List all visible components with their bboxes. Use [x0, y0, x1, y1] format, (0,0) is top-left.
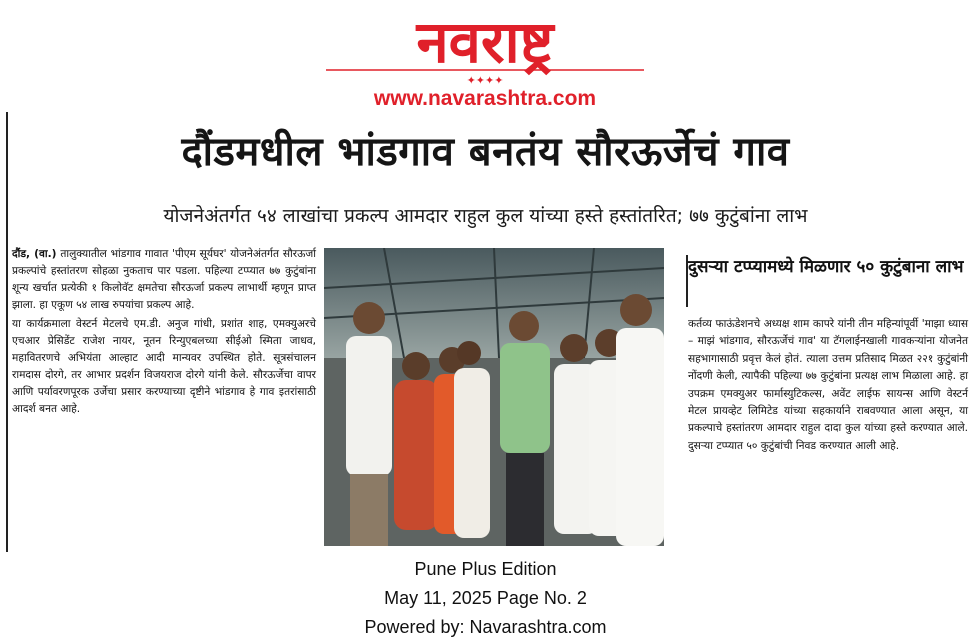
- paragraph-2: या कार्यक्रमाला वेस्टर्न मेटलचे एम.डी. अनुज गांधी, प्रशांत शाह, एमक्युअरचे एचआर प्रेसिडेंट राजेश नायर, नूतन रिन्युएबलच्या सीईओ स्मिता जाधव, महावितरणचे अभियंता आल्हाट आदी मान्यवर उपस्थित होते. सूत्रसंचालन रामदास दोरगे, तर आभार प्रदर्शन विजयराज दोरगे यांनी केले. सौरऊर्जेचा वापर आणि पर्यावरणपूरक उर्जेचा प्रसार करण्याच्या दृष्टीने भांडगाव हे गाव इतरांसाठी आदर्श बनत आहे.: [12, 318, 316, 415]
- svg-text:✦✦✦✦: ✦✦✦✦: [466, 74, 504, 87]
- footer: [0, 555, 971, 640]
- masthead: [0, 0, 971, 112]
- event-photo: [324, 248, 664, 546]
- date-page-label: May 11, 2025 Page No. 2: [384, 588, 587, 608]
- subsection-title: दुसऱ्या टप्प्यामध्ये मिळणार ५० कुटुंबाना लाभ: [688, 257, 964, 277]
- dateline: दौंड, (वा.): [12, 248, 57, 260]
- subheadline: योजनेअंतर्गत ५४ लाखांचा प्रकल्प आमदार राहुल कुल यांच्या हस्ते हस्तांतरित; ७७ कुटुंबांना लाभ: [163, 205, 808, 227]
- logo-wordmark: नवराष्ट्र: [416, 8, 554, 76]
- edition-label: Pune Plus Edition: [414, 559, 557, 579]
- headline: दौंडमधील भांडगाव बनतंय सौरऊर्जेचं गाव: [181, 128, 790, 175]
- subsection-body: [688, 316, 968, 548]
- masthead-website: www.navarashtra.com: [373, 87, 597, 108]
- subsection-paragraph: कर्तव्य फाऊंडेशनचे अध्यक्ष शाम कापरे यांनी तीन महिन्यांपूर्वी 'माझा ध्यास – माझं भांडगाव, सौरऊर्जेचं गाव' या टॅगलाईनखाली गावकऱ्यांना योजनेत सहभागासाठी प्रवृत्त केलं होतं. त्याला उत्तम प्रतिसाद मिळत २२१ कुटुंबांनी नोंदणी केली, त्यापैकी पहिल्या ७७ कुटुंबांना प्रत्यक्ष लाभ मिळाला आहे. हा उपक्रम एमक्युअर फार्मास्युटिकल्स, अवेंट लाईफ सायन्स आणि वेस्टर्न मेटल प्रायव्हेट लिमिटेड यांच्या सहकार्याने राबवण्यात आला असून, या प्रकल्पाचे हस्तांतरण आमदार राहुल दादा कुल यांच्या हस्ते करण्यात आले. दुसऱ्या टप्प्यात ५० कुटुंबांची निवड करण्यात आली आहे.: [688, 318, 968, 452]
- paragraph-1: [12, 246, 316, 314]
- navarashtra-logo: [320, 4, 650, 108]
- powered-by-link[interactable]: Powered by: Navarashtra.com: [364, 617, 607, 637]
- article-left-column: [12, 246, 316, 546]
- paragraph-1-text: तालुक्यातील भांडगाव गावात 'पीएम सूर्यघर' योजनेअंतर्गत सौरऊर्जा प्रकल्पांचे हस्तांतरण सोहळा नुकताच पार पडला. पहिल्या टप्प्यात ७७ कुटुंबांना शून्य खर्चात प्रत्येकी १ किलोवॅट क्षमतेचा सौरऊर्जा प्रकल्प लाभार्थी म्हणून प्राप्त झाला. हा एकूण ५४ लाख रुपयांचा प्रकल्प आहे.: [12, 248, 317, 311]
